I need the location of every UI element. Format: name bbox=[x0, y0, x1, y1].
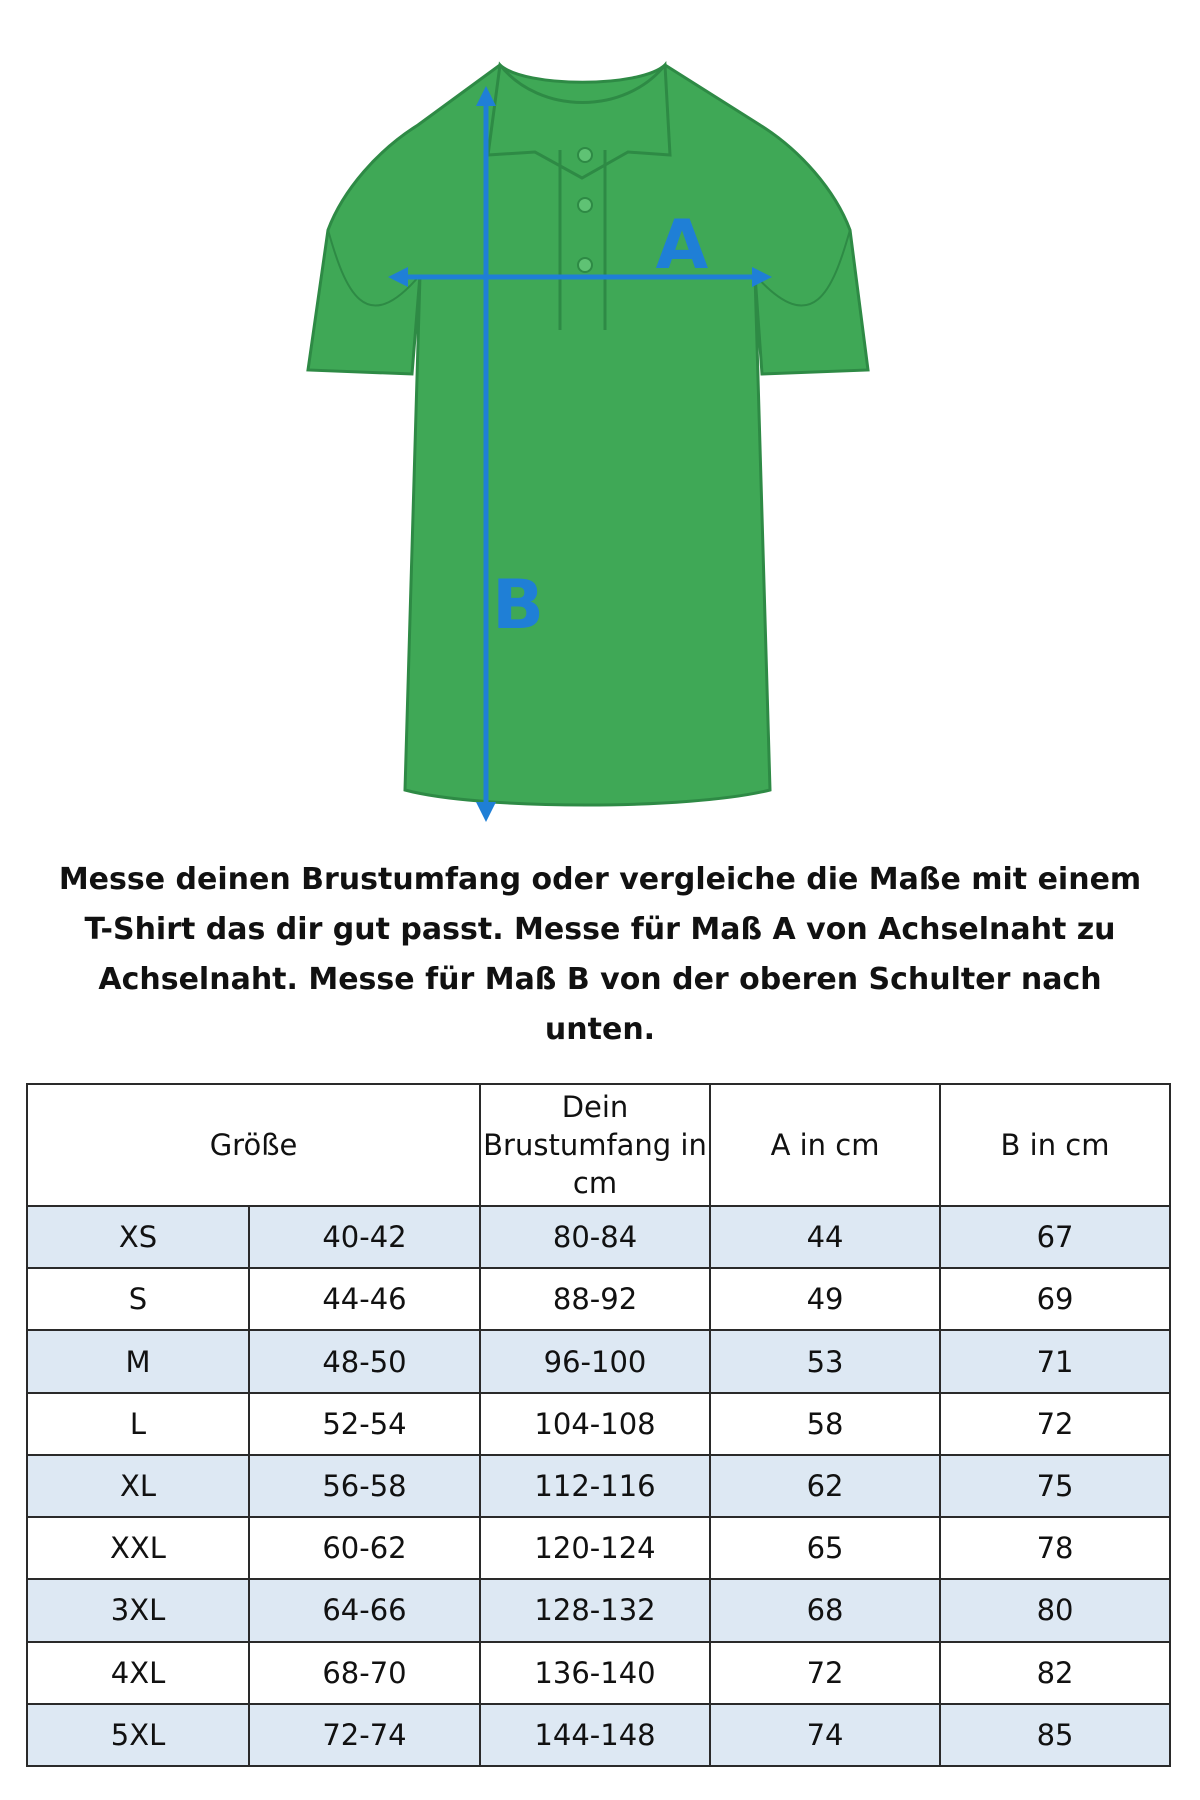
cell-chest: 128-132 bbox=[480, 1579, 710, 1641]
cell-eu-size: 44-46 bbox=[249, 1268, 480, 1330]
cell-b: 69 bbox=[940, 1268, 1170, 1330]
table-row bbox=[27, 1330, 1170, 1392]
cell-b: 72 bbox=[940, 1393, 1170, 1455]
header-chest: Dein Brustumfang in cm bbox=[480, 1084, 710, 1206]
table-row bbox=[27, 1579, 1170, 1641]
cell-chest: 112-116 bbox=[480, 1455, 710, 1517]
cell-a: 58 bbox=[710, 1393, 940, 1455]
cell-a: 68 bbox=[710, 1579, 940, 1641]
polo-shirt-illustration bbox=[308, 65, 868, 805]
cell-size: 4XL bbox=[27, 1642, 249, 1704]
cell-a: 72 bbox=[710, 1642, 940, 1704]
label-b: B bbox=[492, 566, 544, 645]
cell-chest: 96-100 bbox=[480, 1330, 710, 1392]
cell-size: S bbox=[27, 1268, 249, 1330]
header-size: Größe bbox=[27, 1084, 480, 1206]
shirt-figure bbox=[0, 0, 1200, 830]
table-row bbox=[27, 1393, 1170, 1455]
cell-eu-size: 68-70 bbox=[249, 1642, 480, 1704]
cell-b: 78 bbox=[940, 1517, 1170, 1579]
measuring-instructions: Messe deinen Brustumfang oder vergleiche die Maße mit einem T-Shirt das dir gut passt. Messe für Maß A von Achselnaht zu Achselnaht. Messe für Maß B von der oberen Schulter nach unten. bbox=[58, 862, 1142, 1047]
cell-a: 62 bbox=[710, 1455, 940, 1517]
cell-eu-size: 48-50 bbox=[249, 1330, 480, 1392]
cell-eu-size: 60-62 bbox=[249, 1517, 480, 1579]
table-row bbox=[27, 1517, 1170, 1579]
cell-b: 85 bbox=[940, 1704, 1170, 1766]
cell-eu-size: 40-42 bbox=[249, 1206, 480, 1268]
cell-a: 65 bbox=[710, 1517, 940, 1579]
cell-eu-size: 72-74 bbox=[249, 1704, 480, 1766]
cell-a: 49 bbox=[710, 1268, 940, 1330]
table-header-row bbox=[27, 1084, 1170, 1206]
table-row bbox=[27, 1642, 1170, 1704]
table-row bbox=[27, 1455, 1170, 1517]
cell-eu-size: 56-58 bbox=[249, 1455, 480, 1517]
cell-chest: 120-124 bbox=[480, 1517, 710, 1579]
cell-b: 80 bbox=[940, 1579, 1170, 1641]
cell-size: XXL bbox=[27, 1517, 249, 1579]
cell-chest: 104-108 bbox=[480, 1393, 710, 1455]
cell-a: 74 bbox=[710, 1704, 940, 1766]
table-row bbox=[27, 1268, 1170, 1330]
header-b: B in cm bbox=[940, 1084, 1170, 1206]
size-chart-table bbox=[26, 1083, 1171, 1767]
label-a: A bbox=[655, 206, 709, 285]
cell-chest: 80-84 bbox=[480, 1206, 710, 1268]
cell-size: XS bbox=[27, 1206, 249, 1268]
cell-size: 5XL bbox=[27, 1704, 249, 1766]
table-row bbox=[27, 1704, 1170, 1766]
cell-eu-size: 52-54 bbox=[249, 1393, 480, 1455]
cell-b: 75 bbox=[940, 1455, 1170, 1517]
cell-size: L bbox=[27, 1393, 249, 1455]
cell-b: 71 bbox=[940, 1330, 1170, 1392]
cell-a: 53 bbox=[710, 1330, 940, 1392]
cell-size: M bbox=[27, 1330, 249, 1392]
cell-b: 67 bbox=[940, 1206, 1170, 1268]
cell-size: 3XL bbox=[27, 1579, 249, 1641]
cell-chest: 144-148 bbox=[480, 1704, 710, 1766]
cell-chest: 136-140 bbox=[480, 1642, 710, 1704]
cell-b: 82 bbox=[940, 1642, 1170, 1704]
cell-size: XL bbox=[27, 1455, 249, 1517]
table-row bbox=[27, 1206, 1170, 1268]
cell-a: 44 bbox=[710, 1206, 940, 1268]
cell-chest: 88-92 bbox=[480, 1268, 710, 1330]
header-a: A in cm bbox=[710, 1084, 940, 1206]
cell-eu-size: 64-66 bbox=[249, 1579, 480, 1641]
